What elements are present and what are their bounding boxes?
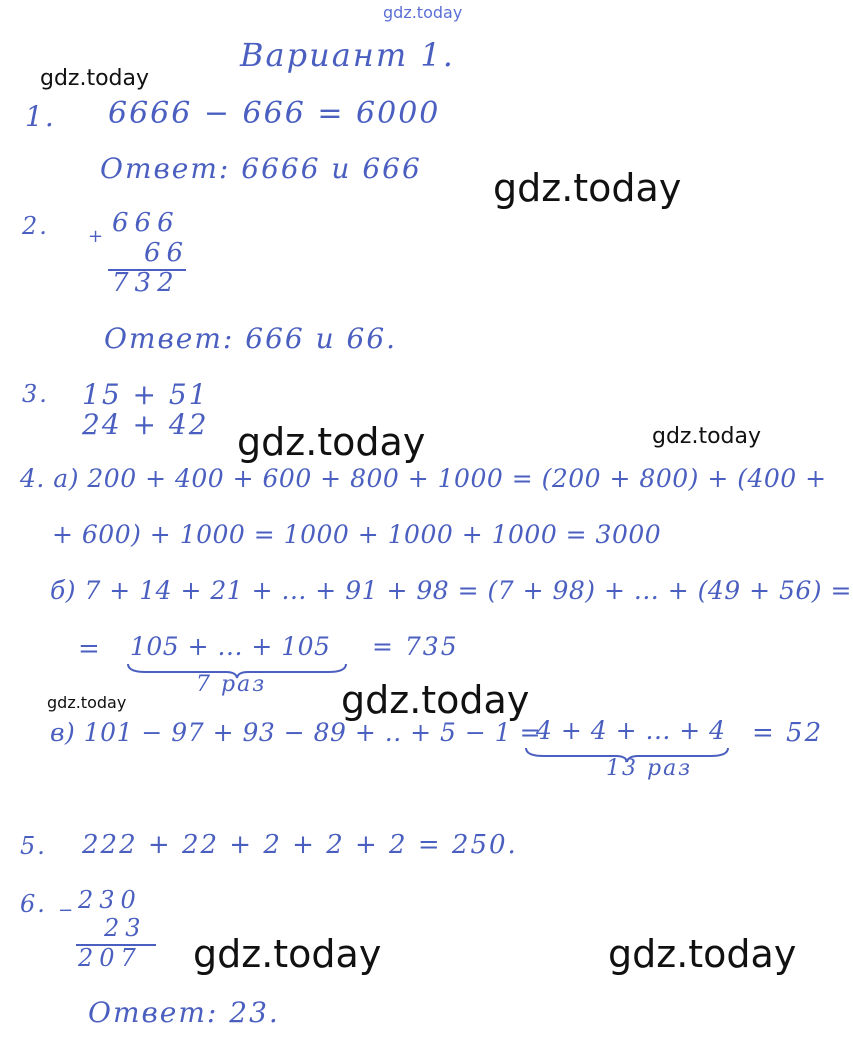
task2-bottom-number: 66: [144, 238, 190, 268]
task3-line2: 24 + 42: [82, 408, 209, 441]
task5-equation: 222 + 22 + 2 + 2 + 2 = 250.: [82, 830, 518, 860]
watermark: gdz.today: [652, 424, 762, 449]
task4v-sum: 4 + 4 + ... + 4: [536, 716, 726, 745]
task1-equation: 6666 − 666 = 6000: [108, 96, 441, 131]
task2-answer: Ответ: 666 и 66.: [104, 322, 398, 355]
task1-answer: Ответ: 6666 и 666: [100, 152, 422, 185]
watermark: gdz.today: [40, 66, 150, 91]
watermark-top: gdz.today: [383, 3, 463, 22]
watermark: gdz.today: [47, 693, 127, 712]
task6-number: 6.: [20, 890, 47, 918]
task6-answer: Ответ: 23.: [88, 996, 280, 1029]
task4b-equals: =: [78, 634, 102, 664]
watermark: gdz.today: [608, 932, 797, 976]
task6-bottom-number: 23: [104, 914, 147, 942]
task6-top-number: 230: [78, 886, 142, 914]
task2-number: 2.: [22, 212, 49, 240]
watermark: gdz.today: [493, 166, 682, 210]
task2-result: 732: [112, 268, 180, 298]
watermark: gdz.today: [237, 420, 426, 464]
task5-number: 5.: [20, 832, 47, 860]
task6-result: 207: [78, 944, 142, 972]
task4v-result: = 52: [752, 718, 824, 748]
task1-number: 1.: [25, 100, 56, 133]
task3-number: 3.: [22, 380, 49, 408]
task4b-count-label: 7 раз: [196, 672, 267, 697]
task4b-sum: 105 + ... + 105: [130, 632, 331, 661]
watermark: gdz.today: [341, 678, 530, 722]
task4b-result: = 735: [372, 632, 459, 661]
task6-minus-sign: −: [58, 900, 76, 921]
task4v-line: в) 101 − 97 + 93 − 89 + .. + 5 − 1 =: [50, 718, 542, 747]
task4a-line1: 4. а) 200 + 400 + 600 + 800 + 1000 = (200 + 800) + (400 +: [20, 464, 827, 493]
task2-plus-sign: +: [88, 226, 106, 247]
watermark: gdz.today: [193, 932, 382, 976]
task4a-line2: + 600) + 1000 = 1000 + 1000 + 1000 = 3000: [52, 520, 662, 549]
task3-line1: 15 + 51: [82, 378, 209, 411]
task4v-count-label: 13 раз: [606, 756, 693, 781]
task4b-line1: б) 7 + 14 + 21 + ... + 91 + 98 = (7 + 98) + ... + (49 + 56) =: [50, 576, 852, 605]
task2-top-number: 666: [112, 208, 180, 238]
variant-heading: Вариант 1.: [240, 36, 455, 74]
